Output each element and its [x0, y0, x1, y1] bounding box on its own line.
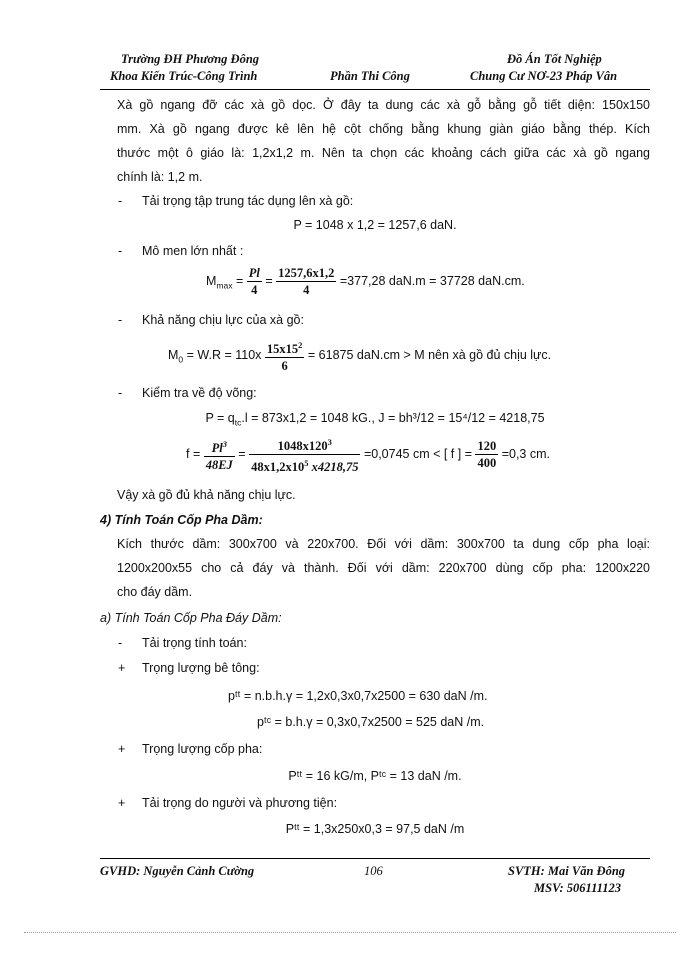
equation: Pᵗᵗ = 1,3x250x0,3 = 97,5 daN /m [285, 822, 465, 836]
paragraph-line: chính là: 1,2 m. [117, 170, 203, 184]
dash-bullet: - [118, 386, 123, 400]
equation: pᵗᵗ = n.b.h.γ = 1,2x0,3x0,7x2500 = 630 daN /m. [228, 689, 488, 703]
paragraph-line: Kích thước dầm: 300x700 và 220x700. Đối với dầm: 300x700 ta dung cốp pha loại: [117, 537, 650, 551]
equation: Pᵗᵗ = 16 kG/m, Pᵗᶜ = 13 daN /m. [288, 769, 462, 783]
deflection-equation: f = $\frac{Pl^3}{48EJ}$ = $\frac{1048x120^3}{48x1,2x10^5 x4218,75}$ =0,0745 cm < [ f ] = $\frac{120}{400}$ =0,3 cm. [186, 431, 550, 477]
bullet-text: Khả năng chịu lực của xà gồ: [142, 313, 304, 327]
bullet-text: Mô men lớn nhất : [142, 244, 244, 258]
paragraph-line: mm. Xà gồ ngang được kê lên hệ cột chống bằng khung giàn giáo bằng thép. Kích [117, 122, 650, 136]
page-number: 106 [364, 864, 383, 878]
faculty-name: Khoa Kiến Trúc-Công Trình [110, 69, 258, 83]
bullet-text: Kiểm tra về độ võng: [142, 386, 257, 400]
bullet-text: Tải trọng tính toán: [142, 636, 247, 650]
student-id: MSV: 506111123 [534, 881, 621, 895]
fraction: $\frac{120}{400}$ [477, 439, 497, 471]
fraction: $\frac{1257,6x1,2}{4}$ [278, 266, 335, 298]
fraction: $\frac{15x15^2}{6}$ [265, 337, 305, 374]
paragraph-line: thước một ô giáo là: 1,2x1,2 m. Nên ta chọn các khoảng cách giữa các xà gồ ngang [117, 146, 650, 160]
subsection-heading: a) Tính Toán Cốp Pha Đáy Dầm: [100, 611, 282, 625]
bullet-text: Trọng lượng bê tông: [142, 661, 260, 675]
bullet-text: Tải trọng tập trung tác dụng lên xà gồ: [142, 194, 354, 208]
m0-equation: $M_0 = W.R = 110x$ $\frac{15x15^2}{6}$ = 61875 daN.cm > M nên xà gồ đủ chịu lực. [168, 337, 551, 378]
dash-bullet: - [118, 313, 123, 327]
deflection-load-equation: $P = q_{tc}.l = 873x1,2 = 1048$ kG., J = bh³/12 = 15⁴/12 = 4218,75 [205, 411, 545, 428]
student-name: SVTH: Mai Văn Đông [508, 864, 626, 878]
building-name: Chung Cư NƠ-23 Pháp Vân [470, 69, 618, 83]
page-break-divider [24, 932, 676, 933]
footer-rule [100, 858, 650, 859]
paragraph-line: Xà gồ ngang đỡ các xà gồ dọc. Ở đây ta dung các xà gỗ bằng gỗ tiết diện: 150x150 [117, 98, 650, 112]
paragraph-line: 1200x200x55 cho cả đáy và thành. Đối với dầm: 220x700 dùng cốp pha: 1200x220 [117, 561, 650, 575]
paragraph-line: cho đáy dầm. [117, 585, 193, 599]
dash-bullet: - [118, 194, 123, 208]
conclusion-text: Vậy xà gồ đủ khả năng chịu lực. [117, 488, 296, 502]
plus-bullet: + [118, 796, 126, 810]
project-name: Đồ Án Tốt Nghiệp [507, 52, 602, 66]
page-header [100, 52, 650, 86]
supervisor: GVHD: Nguyễn Cảnh Cường [100, 864, 255, 878]
header-rule [100, 89, 650, 90]
school-name: Trường ĐH Phương Đông [121, 52, 260, 66]
fraction: $\frac{Pl}{4}$ [248, 266, 260, 298]
section-name: Phần Thi Công [330, 69, 410, 83]
bullet-text: Trọng lượng cốp pha: [142, 742, 263, 756]
plus-bullet: + [118, 661, 126, 675]
bullet-text: Tải trọng do người và phương tiện: [142, 796, 338, 810]
equation: pᵗᶜ = b.h.γ = 0,3x0,7x2500 = 525 daN /m. [257, 715, 485, 729]
dash-bullet: - [118, 244, 123, 258]
plus-bullet: + [118, 742, 126, 756]
page-footer [100, 864, 650, 898]
mmax-equation: $M_{max}$ = $\frac{Pl}{4}$ = $\frac{1257,6x1,2}{4}$ =377,28 daN.m = 37728 daN.cm. [206, 266, 525, 298]
equation: P = 1048 x 1,2 = 1257,6 daN. [293, 218, 457, 232]
section-heading: 4) Tính Toán Cốp Pha Dầm: [100, 513, 263, 527]
dash-bullet: - [118, 636, 123, 650]
fraction: $\frac{1048x120^3}{48x1,2x10^5 x4218,75}$ [249, 434, 360, 475]
fraction: $\frac{Pl^3}{48EJ}$ [204, 436, 235, 473]
